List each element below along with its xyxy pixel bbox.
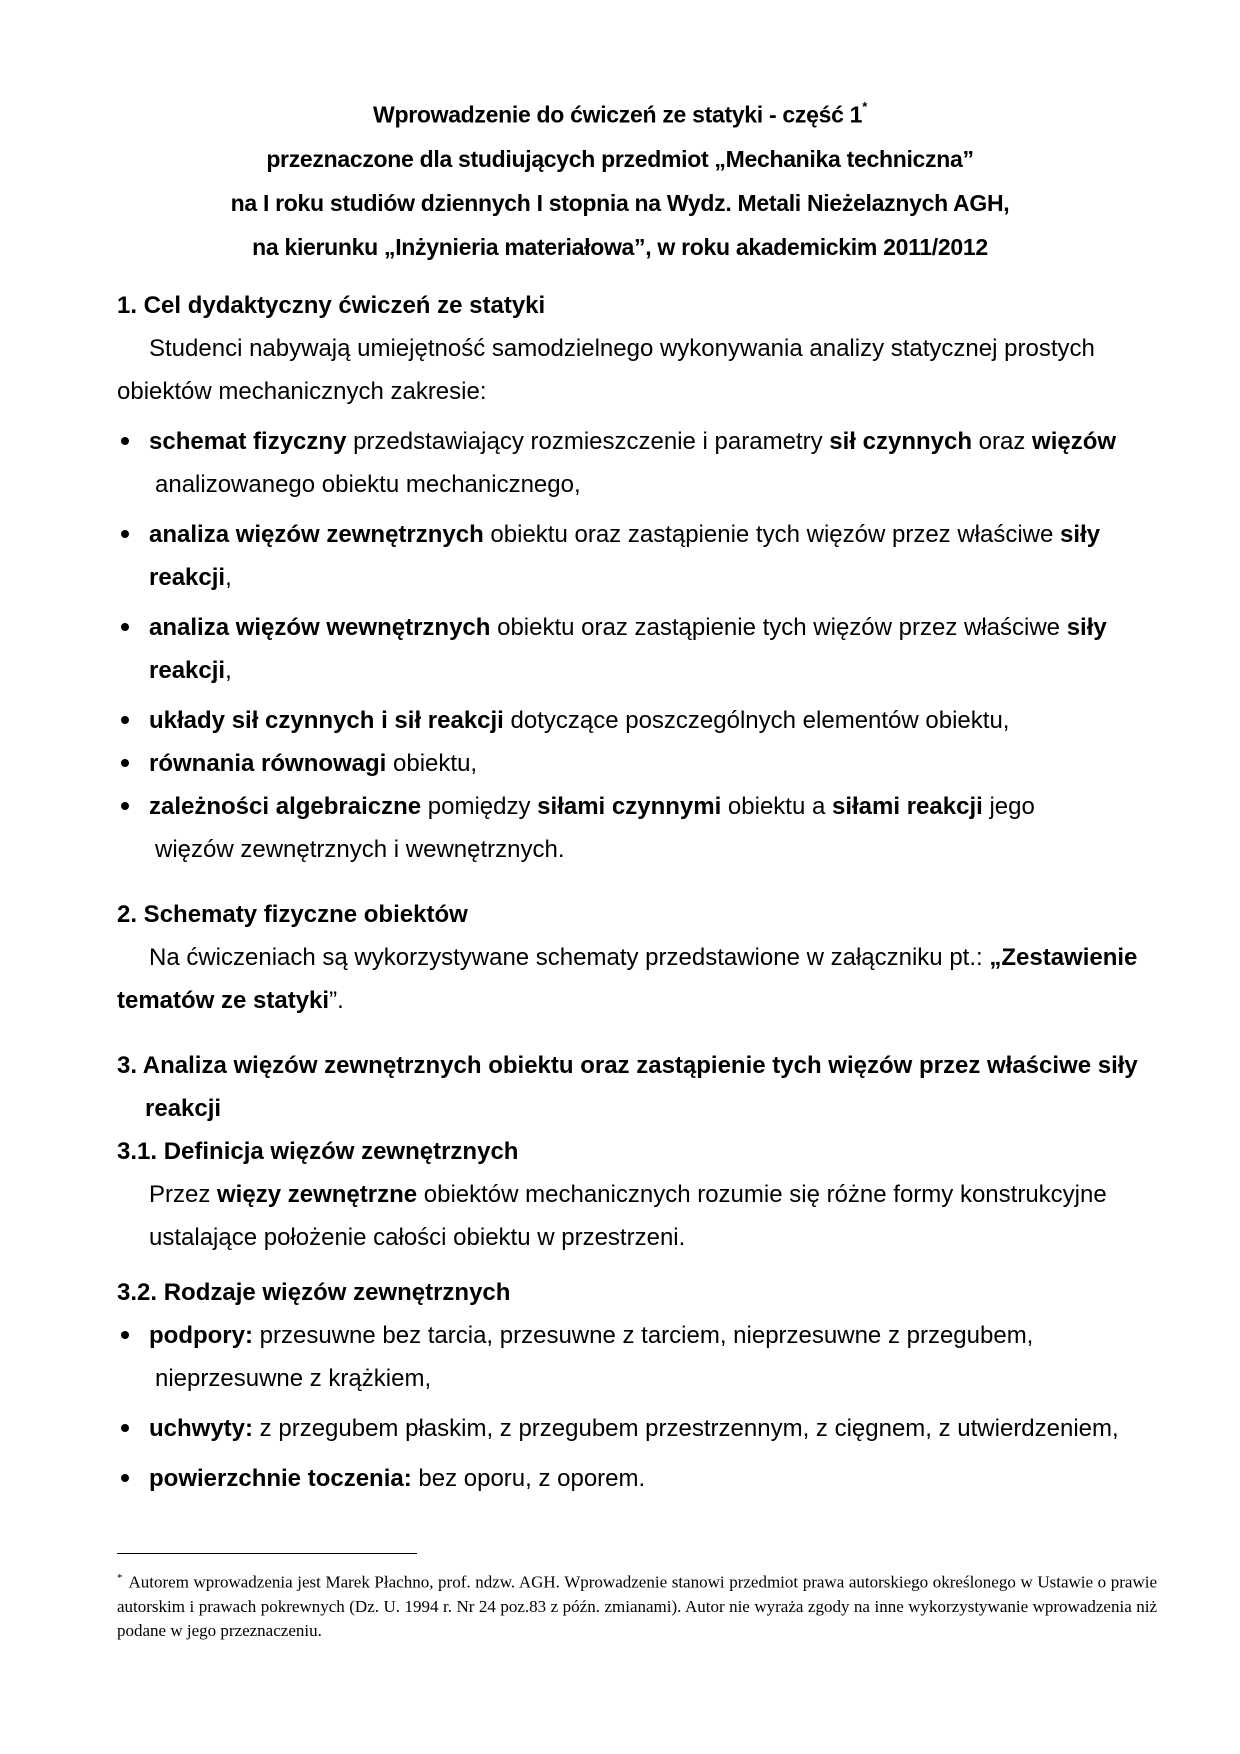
list-item: analiza więzów wewnętrznych obiektu oraz zastąpienie tych więzów przez właściwe siły reakcji, bbox=[117, 606, 1157, 692]
footnote-marker: * bbox=[862, 99, 867, 114]
title-line-4: na kierunku „Inżynieria materiałowa”, w roku akademickim 2011/2012 bbox=[252, 233, 988, 260]
title-line-2: przeznaczone dla studiujących przedmiot „Mechanika techniczna” bbox=[266, 145, 974, 172]
section-3-heading: 3. Analiza więzów zewnętrznych obiektu oraz zastąpienie tych więzów przez właściwe siły reakcji bbox=[117, 1052, 1138, 1122]
section-1-heading: 1. Cel dydaktyczny ćwiczeń ze statyki bbox=[117, 292, 546, 319]
section-1-intro: Studenci nabywają umiejętność samodzielnego wykonywania analizy statycznej prostych obiektów mechanicznych zakresie: bbox=[117, 335, 1095, 405]
section-3-2-list bbox=[117, 1314, 1157, 1500]
footnote bbox=[117, 1566, 1157, 1643]
document-title bbox=[0, 88, 1240, 269]
section-2-text: Na ćwiczeniach są wykorzystywane schematy przedstawione w załączniku pt.: „Zestawienie tematów ze statyki”. bbox=[117, 944, 1138, 1014]
footnote-divider bbox=[117, 1553, 417, 1554]
list-item: równania równowagi obiektu, bbox=[117, 742, 1157, 785]
title-line-1 bbox=[0, 88, 1240, 137]
document-body bbox=[117, 284, 1157, 1500]
list-item: podpory: przesuwne bez tarcia, przesuwne z tarciem, nieprzesuwne z przegubem, nieprzesuwne z krążkiem, bbox=[117, 1314, 1157, 1400]
list-item: układy sił czynnych i sił reakcji dotyczące poszczególnych elementów obiektu, bbox=[117, 699, 1157, 742]
list-item: powierzchnie toczenia: bez oporu, z oporem. bbox=[117, 1457, 1157, 1500]
section-3-1-heading: 3.1. Definicja więzów zewnętrznych bbox=[117, 1138, 519, 1165]
list-item: schemat fizyczny przedstawiający rozmieszczenie i parametry sił czynnych oraz więzów analizowanego obiektu mechanicznego, bbox=[117, 420, 1157, 506]
section-2-heading: 2. Schematy fizyczne obiektów bbox=[117, 901, 468, 928]
footnote-marker: * bbox=[117, 1572, 123, 1584]
list-item: zależności algebraiczne pomiędzy siłami czynnymi obiektu a siłami reakcji jego więzów zewnętrznych i wewnętrznych. bbox=[117, 785, 1157, 871]
section-3-2-heading: 3.2. Rodzaje więzów zewnętrznych bbox=[117, 1279, 511, 1306]
section-3-1-text: Przez więzy zewnętrzne obiektów mechanicznych rozumie się różne formy konstrukcyjne ustalające położenie całości obiektu w przestrzeni. bbox=[149, 1181, 1107, 1251]
title-line-1-text: Wprowadzenie do ćwiczeń ze statyki - część 1 bbox=[373, 101, 863, 128]
section-1-list bbox=[117, 420, 1157, 871]
title-line-3: na I roku studiów dziennych I stopnia na Wydz. Metali Nieżelaznych AGH, bbox=[230, 189, 1010, 216]
footnote-text: Autorem wprowadzenia jest Marek Płachno, prof. ndzw. AGH. Wprowadzenie stanowi przedmiot prawa autorskiego określonego w Ustawie o prawie autorskim i prawach pokrewnych (Dz. U. 1994 r. Nr 24 poz.83 z późn. zmianami). Autor nie wyraża zgody na inne wykorzystywanie wprowadzenia niż podane w jego przeznaczeniu. bbox=[117, 1572, 1157, 1640]
list-item: analiza więzów zewnętrznych obiektu oraz zastąpienie tych więzów przez właściwe siły reakcji, bbox=[117, 513, 1157, 599]
list-item: uchwyty: z przegubem płaskim, z przegubem przestrzennym, z cięgnem, z utwierdzeniem, bbox=[117, 1407, 1157, 1450]
